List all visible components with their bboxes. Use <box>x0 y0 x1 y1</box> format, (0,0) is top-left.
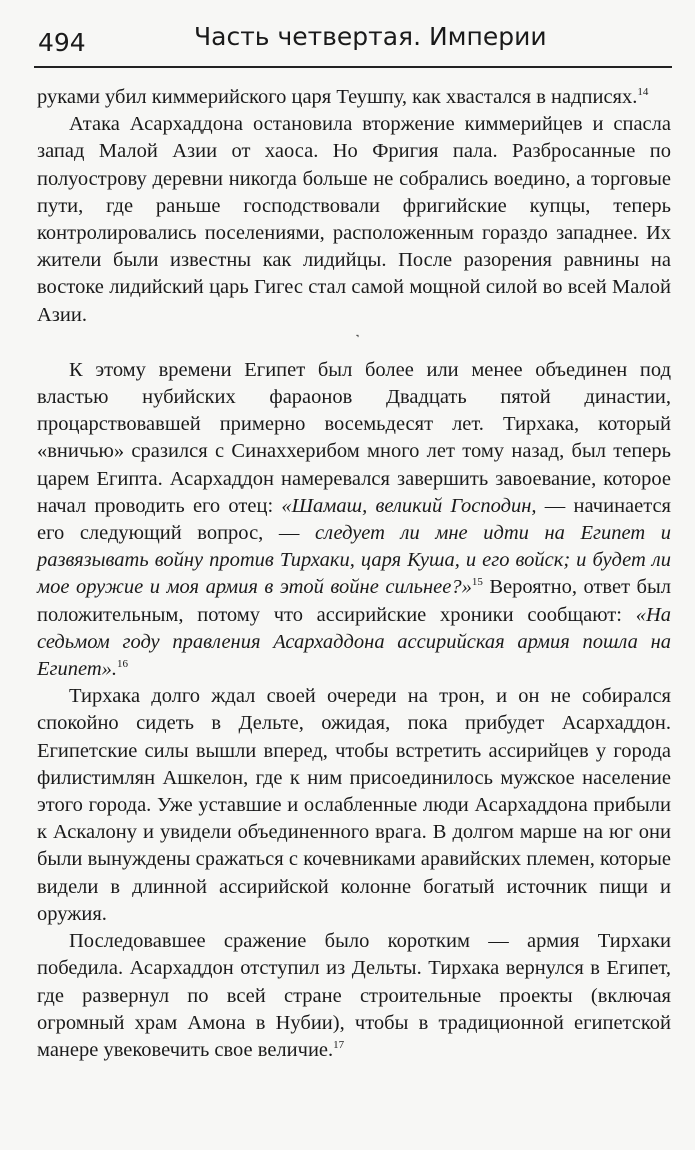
quote-shamash: «Шамаш, великий Господин, <box>281 494 537 517</box>
paragraph-3 <box>37 357 671 683</box>
paragraph-3-part-a: К этому времени Египет был более или менее объединен под властью нубийских фараонов Двадцать пятой династии, процарствовавшей примерно восемьдесят лет. Тирхака, который «вничью» сразился с Синаххерибом много лет тому назад, был теперь царем Египта. Асархаддон намеревался завершить завоевание, которое начал проводить его отец: <box>37 358 671 517</box>
paragraph-5-text: Последовавшее сражение было коротким — армия Тирхаки победила. Асархаддон отступил из Дельты. Тирхака вернулся в Египет, где развернул по всей стране строительные проекты (включая огромный храм Амона в Нубии), чтобы в традиционной египетской манере увековечить свое величие. <box>37 930 671 1061</box>
page-header <box>34 20 672 68</box>
paragraph-1-text: руками убил киммерийского царя Теушпу, как хвастался в надписях. <box>37 86 638 108</box>
footnote-ref-16: 16 <box>117 658 129 671</box>
paragraph-4: Тирхака долго ждал своей очереди на трон, и он не собирался спокойно сидеть в Дельте, ожидая, пока прибудет Асархаддон. Египетские силы вышли вперед, чтобы встретить ассирийцев у города филистимлян Ашкелон, где к ним присоединилось мужское население этого города. Уже уставшие и ослабленные люди Асархаддона прибыли к Аскалону и увидели объединенного врага. В долгом марше на юг они были вынуждены сражаться с кочевниками аравийских племен, которые видели в длинной ассирийской колонне богатый источник пищи и оружия. <box>37 685 671 925</box>
footnote-ref-17: 17 <box>333 1038 345 1051</box>
paragraph-3-part-c: Вероятно, ответ был положительным, потому что ассирийские хроники сообщают: <box>37 576 671 626</box>
page-number: 494 <box>38 28 86 57</box>
paragraph-1 <box>37 84 671 111</box>
quote-question: следует ли мне идти на Египет и развязывать войну против Тирхаки, царя Куша, и его войск; и будет ли мое оружие и моя армия в этой войне сильнее?» <box>37 522 671 599</box>
paragraph-5 <box>37 928 671 1064</box>
footnote-ref-15: 15 <box>471 576 483 589</box>
footnote-ref-14: 14 <box>637 86 649 98</box>
paragraph-3-part-b: — начинается его следующий вопрос, — <box>37 494 671 545</box>
quote-chronicle: «На седьмом году правления Асархаддона ассирийская армия пошла на Египет». <box>37 603 671 681</box>
running-title: Часть четвертая. Империи <box>194 22 547 51</box>
paragraph-2: Атака Асархаддона остановила вторжение киммерийцев и спасла запад Малой Азии от хаоса. Но Фригия пала. Разбросанные по полуострову деревни никогда больше не собрались воедино, а торговые пути, где раньше господствовали фригийские купцы, теперь контролировались поселениями, расположенным гораздо западнее. Их жители были известны как лидийцы. После разорения равнины на востоке лидийский царь Гигес стал самой мощной силой во всей Малой Азии. <box>37 113 671 326</box>
body-text: руками убил киммерийского царя Теушпу, как хвастался в надписях.$^{14}$ Атака Асархаддона остановила вторжение киммерийцев и спасла запад Малой Азии от хаоса. Но Фригия пала. Разбросанные по полуострову деревни никогда больше не собрались воедино, а торговые пути, где раньше господствовали фригийские купцы, теперь контролировались поселениями, расположенным гораздо западнее. Их жители были известны как лидийцы. После разорения равнины на востоке лидийский царь Гигес стал самой мощной силой во всей Малой Азии. ˺ К этому времени Египет был более или менее объединен под властью нубийских фараонов Двадцать пятой династии, процарствовавшей примерно восемьдесят лет. Тирхака, который «вничью» сразился с Синаххерибом много лет тому назад, был теперь царем Египта. Асархаддон намеревался завершить завоевание, которое начал проводить его отец: «Шамаш, великий Господин, — начинается его следующий вопрос, — следует ли мне идти на Египет и развязывать войну против Тирхаки, царя Куша, и его войск; и будет ли мое оружие и моя армия в этой войне сильнее?»$^{15}$ Вероятно, ответ был положительным, потому что ассирийские хроники сообщают: «На седьмом году правления Асархаддона ассирийская армия пошла на Египет».$^{16}$ Тирхака долго ждал своей очереди на трон, и он не собирался спокойно сидеть в Дельте, ожидая, пока прибудет Асархаддон. Египетские силы вышли вперед, чтобы встретить ассирийцев у города филистимлян Ашкелон, где к ним присоединилось мужское население этого города. Уже уставшие и ослабленные люди Асархаддона прибыли к Аскалону и увидели объединенного врага. В долгом марше на юг они были вынуждены сражаться с кочевниками аравийских племен, которые видели в длинной ассирийской колонне богатый источник пищи и оружия. Последовавшее сражение было коротким — армия Тирхаки победила. Асархаддон отступил из Дельты. Тирхака вернулся в Египет, где развернул по всей стране строительные проекты (включая огромный храм Амона в Нубии), чтобы в традиционной египетской манере увековечить свое величие.$^{17}$ <box>37 84 671 1064</box>
